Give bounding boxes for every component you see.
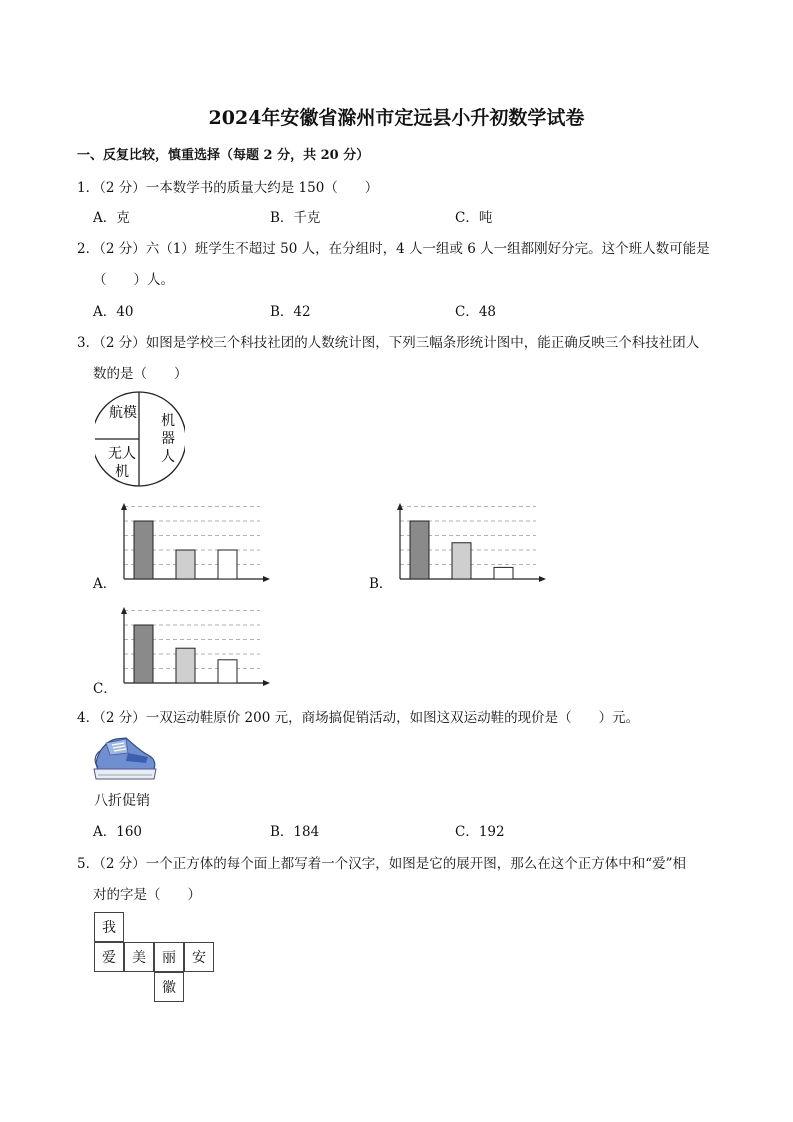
x-axis-arrow (539, 576, 546, 582)
bar-2 (176, 550, 195, 579)
pie-label-wuren: 无人 (108, 446, 136, 462)
q4-option-a: A．160 (93, 824, 143, 840)
q2-option-b: B．42 (270, 304, 311, 320)
question-2-line1: 2．（2 分）六（1）班学生不超过 50 人，在分组时，4 人一组或 6 人一组都刚好分完。这个班人数可能是 (77, 241, 710, 257)
question-2-line2: （ ）人。 (93, 272, 174, 288)
question-4: 4．（2 分）一双运动鞋原价 200 元，商场搞促销活动，如图这双运动鞋的现价是（ ）元。 (77, 710, 640, 726)
bar-chart-c (114, 601, 274, 693)
bar-1 (134, 521, 153, 579)
pie-label-hangmo: 航模 (109, 405, 137, 421)
paper-title: 2024年安徽省滁州市定远县小升初数学试卷 (208, 107, 585, 129)
pie-label-ji: 机 (115, 464, 129, 480)
bar-1 (134, 625, 153, 683)
bar-3 (218, 550, 237, 579)
question-3-line2: 数的是（ ） (93, 366, 188, 382)
sneaker-icon (92, 733, 158, 785)
net-cell-hui: 徽 (154, 972, 184, 1002)
section-heading: 一、反复比较，慎重选择（每题 2 分，共 20 分） (77, 148, 370, 163)
q1-option-b: B．千克 (270, 210, 321, 226)
x-axis-arrow (263, 680, 270, 686)
q2-option-a: A．40 (93, 304, 134, 320)
net-cell-wo: 我 (94, 912, 124, 942)
q1-option-a: A．克 (93, 210, 130, 226)
chart-b-label: B． (369, 576, 393, 592)
bar-3 (218, 660, 237, 683)
pie-label-robot-1: 机 (161, 413, 175, 429)
question-1: 1．（2 分）一本数学书的质量大约是 150（ ） (77, 180, 379, 196)
question-5-line1: 5．（2 分）一个正方体的每个面上都写着一个汉字，如图是它的展开图，那么在这个正方体中和“爱”相 (77, 856, 687, 872)
promo-caption: 八折促销 (94, 793, 150, 809)
pie-label-robot-2: 器 (161, 431, 175, 447)
bar-1 (410, 521, 429, 579)
bar-3 (494, 567, 513, 579)
chart-c-label: C． (93, 681, 117, 697)
q1-option-c: C．吨 (455, 210, 493, 226)
net-cell-an: 安 (184, 942, 214, 972)
bar-2 (176, 648, 195, 683)
pie-chart (95, 388, 185, 490)
q2-option-c: C．48 (455, 304, 497, 320)
bar-2 (452, 543, 471, 579)
chart-a-label: A． (93, 576, 117, 592)
net-cell-ai: 爱 (94, 942, 124, 972)
bar-chart-b (390, 497, 550, 589)
question-5-line2: 对的字是（ ） (93, 887, 201, 903)
q4-option-b: B．184 (270, 824, 320, 840)
x-axis-arrow (263, 576, 270, 582)
q4-option-c: C．192 (455, 824, 505, 840)
question-3-line1: 3．（2 分）如图是学校三个科技社团的人数统计图，下列三幅条形统计图中，能正确反映三个科技社团人 (77, 335, 700, 351)
net-cell-li: 丽 (154, 942, 184, 972)
net-cell-mei: 美 (124, 942, 154, 972)
bar-chart-a (114, 497, 274, 589)
pie-label-robot-3: 人 (161, 449, 175, 465)
